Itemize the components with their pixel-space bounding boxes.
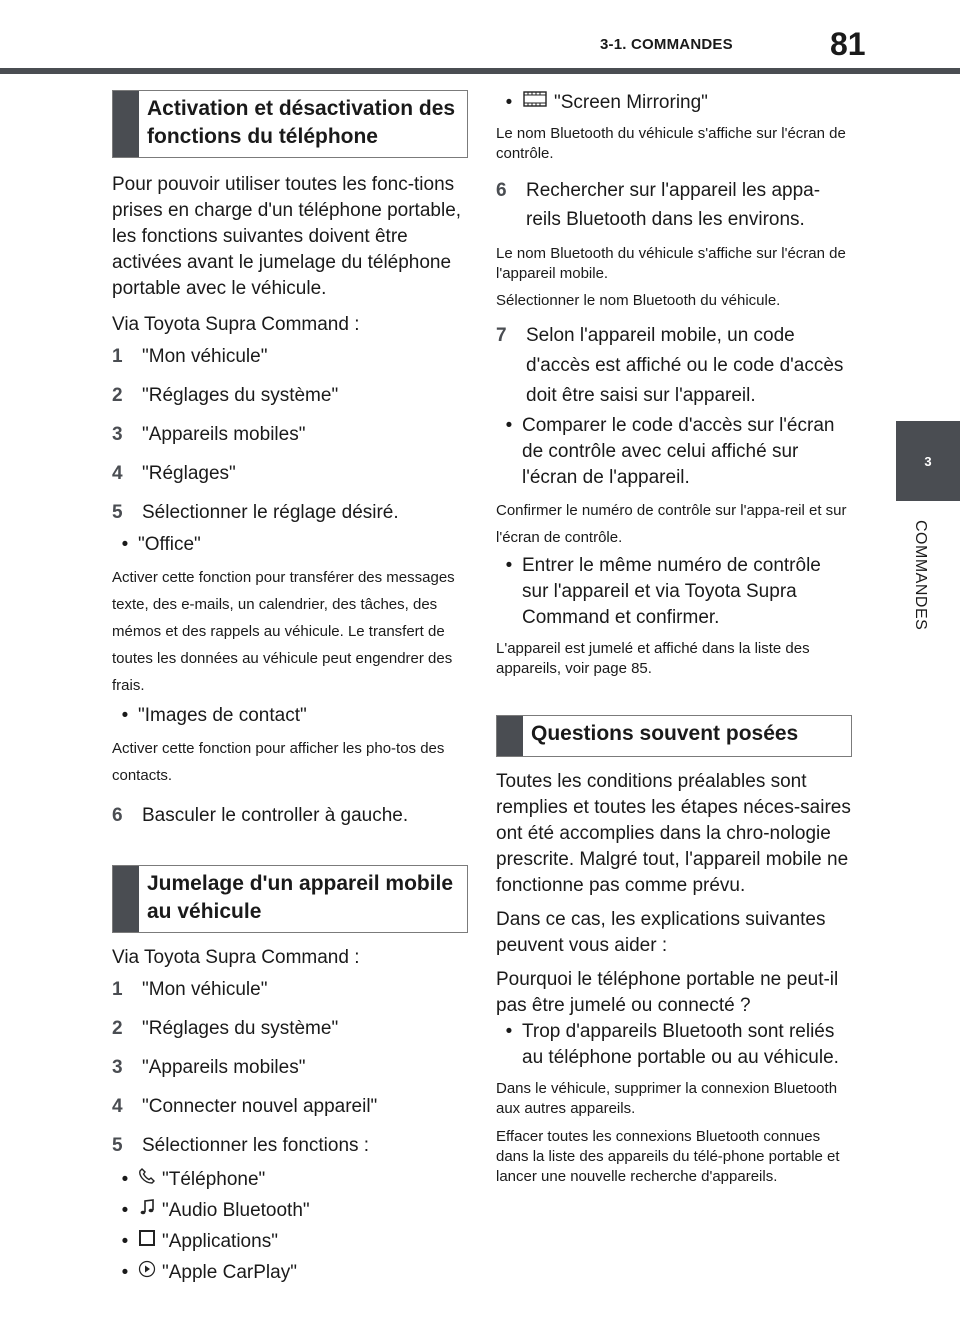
step-item: 6 Basculer le controller à gauche. [112,805,409,826]
bullet-compare-code: • Comparer le code d'accès sur l'écran de contrôle avec celui affiché sur l'écran de l'appareil. [505,415,835,488]
music-note-icon [138,1198,156,1216]
section-heading-activation: Activation et désactivation des fonctions du téléphone [112,90,468,158]
faq-note: Dans le véhicule, supprimer la connexion Bluetooth aux autres appareils. [496,1080,838,1117]
office-description: Activer cette fonction pour transférer des messages texte, des e-mails, un calendrier, des tâches, des mémos et des rappels au véhicule. Le transfert de toutes les données au véhicule peut engendrer des frais. [112,569,455,694]
function-item: • "Screen Mirroring" [505,92,708,113]
screen-mirroring-icon [522,90,548,108]
header-rule [0,68,960,74]
step-item: 1 "Mon véhicule" [112,346,268,367]
chapter-label: COMMANDES [912,519,929,631]
images-description: Activer cette fonction pour afficher les pho-tos des contacts. [112,740,445,784]
functions-list [112,1167,468,1286]
right-column [496,90,852,1187]
function-item: • "Applications" [121,1231,278,1252]
step-item: 3 "Appareils mobiles" [112,1057,306,1078]
step-item: 6 Rechercher sur l'appareil les appa-reils Bluetooth dans les environs. [496,180,821,230]
bullet-enter-code: • Entrer le même numéro de contrôle sur l'appareil et via Toyota Supra Command et confirmer. [505,555,821,628]
step-item: 1 "Mon véhicule" [112,979,268,1000]
page-number: 81 [830,26,866,62]
section-heading-pairing: Jumelage d'un appareil mobile au véhicule [112,865,468,933]
note: Le nom Bluetooth du véhicule s'affiche sur l'écran de l'appareil mobile. [496,245,846,282]
step-item: 7 Selon l'appareil mobile, un code d'accès est affiché ou le code d'accès doit être saisi sur l'appareil. [496,325,844,406]
step-item: 5 Sélectionner les fonctions : [112,1135,370,1156]
via-label-2: Via Toyota Supra Command : [112,947,360,968]
note: Sélectionner le nom Bluetooth du véhicule. [496,292,781,309]
via-label: Via Toyota Supra Command : [112,314,360,335]
bullet-office: • "Office" [121,534,201,555]
faq-bullet: • Trop d'appareils Bluetooth sont reliés au téléphone portable ou au véhicule. [505,1021,839,1068]
step-item: 4 "Réglages" [112,463,236,484]
left-column [112,90,468,1286]
faq-note: Effacer toutes les connexions Bluetooth connues dans la liste des appareils du télé-phone portable et lancer une nouvelle recherche d'appareils. [496,1128,840,1185]
bullet-contact-images: • "Images de contact" [121,705,307,726]
faq-help: Dans ce cas, les explications suivantes peuvent vous aider : [496,909,826,956]
play-circle-icon [138,1260,156,1278]
steps-list-a [112,344,468,526]
step-item: 2 "Réglages du système" [112,385,339,406]
step-item: 4 "Connecter nouvel appareil" [112,1096,378,1117]
section-title: 3-1. COMMANDES [600,36,733,53]
intro-paragraph: Pour pouvoir utiliser toutes les fonc-tions prises en charge d'un téléphone portable, les fonctions suivantes doivent être activées avant le jumelage du téléphone portable avec le véhicule. [112,174,462,299]
chapter-tab[interactable]: 3 [896,421,960,501]
step-item: 3 "Appareils mobiles" [112,424,306,445]
note: Confirmer le numéro de contrôle sur l'appa-reil et sur l'écran de contrôle. [496,502,847,546]
faq-intro: Toutes les conditions préalables sont remplies et toutes les étapes néces-saires ont été accomplies dans la chro-nologie prescrite. Malgré tout, l'appareil mobile ne fonctionne pas comme prévu. [496,771,851,896]
function-item: • "Apple CarPlay" [121,1262,297,1283]
note: L'appareil est jumelé et affiché dans la liste des appareils, voir page 85. [496,640,810,677]
step-item: 5 Sélectionner le réglage désiré. [112,502,399,523]
function-item: • "Téléphone" [121,1169,266,1190]
phone-icon [138,1167,156,1185]
section-heading-faq: Questions souvent posées [496,715,852,757]
faq-question: Pourquoi le téléphone portable ne peut-il pas être jumelé ou connecté ? [496,969,839,1016]
function-item: • "Audio Bluetooth" [121,1200,310,1221]
square-icon [138,1229,156,1247]
note: Le nom Bluetooth du véhicule s'affiche sur l'écran de contrôle. [496,125,846,162]
steps-list-b [112,977,468,1159]
step-item: 2 "Réglages du système" [112,1018,339,1039]
